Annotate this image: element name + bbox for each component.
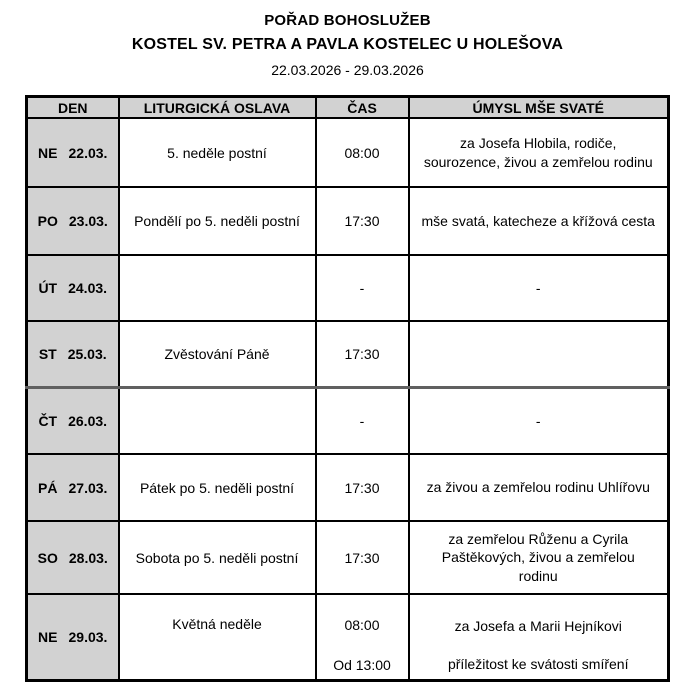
time-cell: 17:30 <box>316 521 409 594</box>
table-row <box>27 594 669 681</box>
column-header-liturgicka-oslava: LITURGICKÁ OSLAVA <box>119 97 316 119</box>
day-cell <box>27 594 119 681</box>
church-name: KOSTEL SV. PETRA A PAVLA KOSTELEC U HOLEŠOVA <box>131 36 564 53</box>
day-abbr: ST <box>38 345 57 362</box>
time-cell: 08:00 <box>316 118 409 187</box>
day-cell <box>27 187 119 255</box>
celebration-cell: Zvěstování Páně <box>119 321 316 387</box>
day-cell <box>27 255 119 321</box>
intention-cell <box>409 594 669 681</box>
celebration-cell <box>119 387 316 454</box>
table-row <box>27 387 669 454</box>
day-cell <box>27 321 119 387</box>
table-header-row <box>27 97 669 119</box>
table-row <box>27 521 669 594</box>
intention-cell: za zemřelou Růženu a Cyrila Paštěkových, živou a zemřelou rodinu <box>409 521 669 594</box>
day-date: 22.03. <box>68 144 108 161</box>
time-cell: 17:30 <box>316 321 409 387</box>
celebration-cell: 5. neděle postní <box>119 118 316 187</box>
intention-cell: za živou a zemřelou rodinu Uhlířovu <box>409 454 669 521</box>
intention-entry: za Josefa a Marii Hejníkovi <box>454 618 622 634</box>
table-row <box>27 187 669 255</box>
day-cell <box>27 118 119 187</box>
day-abbr: PO <box>37 213 58 229</box>
day-date: 23.03. <box>68 213 108 229</box>
intention-cell: mše svatá, katecheze a křížová cesta <box>409 187 669 255</box>
table-row <box>27 454 669 521</box>
table-row <box>27 118 669 187</box>
day-abbr: NE <box>38 629 58 645</box>
intention-cell: za Josefa Hlobila, rodiče, sourozence, živou a zemřelou rodinu <box>409 118 669 187</box>
column-header-umysl: ÚMYSL MŠE SVATÉ <box>409 97 669 119</box>
day-abbr: ÚT <box>38 280 58 296</box>
celebration-cell: Květná neděle <box>119 594 316 681</box>
day-date: 28.03. <box>68 549 108 566</box>
time-entry: 08:00 <box>344 617 380 633</box>
document-header <box>0 0 695 78</box>
day-abbr: SO <box>37 549 58 566</box>
schedule-table <box>25 95 670 682</box>
table-row <box>27 321 669 387</box>
column-header-cas: ČAS <box>316 97 409 119</box>
day-date: 27.03. <box>68 479 108 496</box>
table-row <box>27 255 669 321</box>
intention-cell: - <box>409 255 669 321</box>
time-cell: - <box>316 255 409 321</box>
day-cell <box>27 521 119 594</box>
day-abbr: NE <box>38 144 58 161</box>
day-cell <box>27 387 119 454</box>
time-cell <box>316 594 409 681</box>
page-title: POŘAD BOHOSLUŽEB <box>264 12 431 29</box>
day-date: 25.03. <box>67 345 107 362</box>
day-abbr: PÁ <box>38 479 58 496</box>
day-date: 29.03. <box>68 629 108 645</box>
intention-entry: příležitost ke svátosti smíření <box>447 655 629 672</box>
intention-cell <box>409 321 669 387</box>
column-header-den: DEN <box>27 97 119 119</box>
time-cell: 17:30 <box>316 454 409 521</box>
date-range: 22.03.2026 - 29.03.2026 <box>271 62 424 78</box>
celebration-cell <box>119 255 316 321</box>
time-cell: 17:30 <box>316 187 409 255</box>
celebration-cell: Sobota po 5. neděli postní <box>119 521 316 594</box>
time-entry: Od 13:00 <box>333 657 391 673</box>
intention-cell: - <box>409 387 669 454</box>
day-date: 24.03. <box>68 280 108 296</box>
time-cell: - <box>316 387 409 454</box>
day-abbr: ČT <box>38 412 58 429</box>
day-cell <box>27 454 119 521</box>
day-date: 26.03. <box>68 412 108 429</box>
celebration-cell: Pátek po 5. neděli postní <box>119 454 316 521</box>
celebration-cell: Pondělí po 5. neděli postní <box>119 187 316 255</box>
